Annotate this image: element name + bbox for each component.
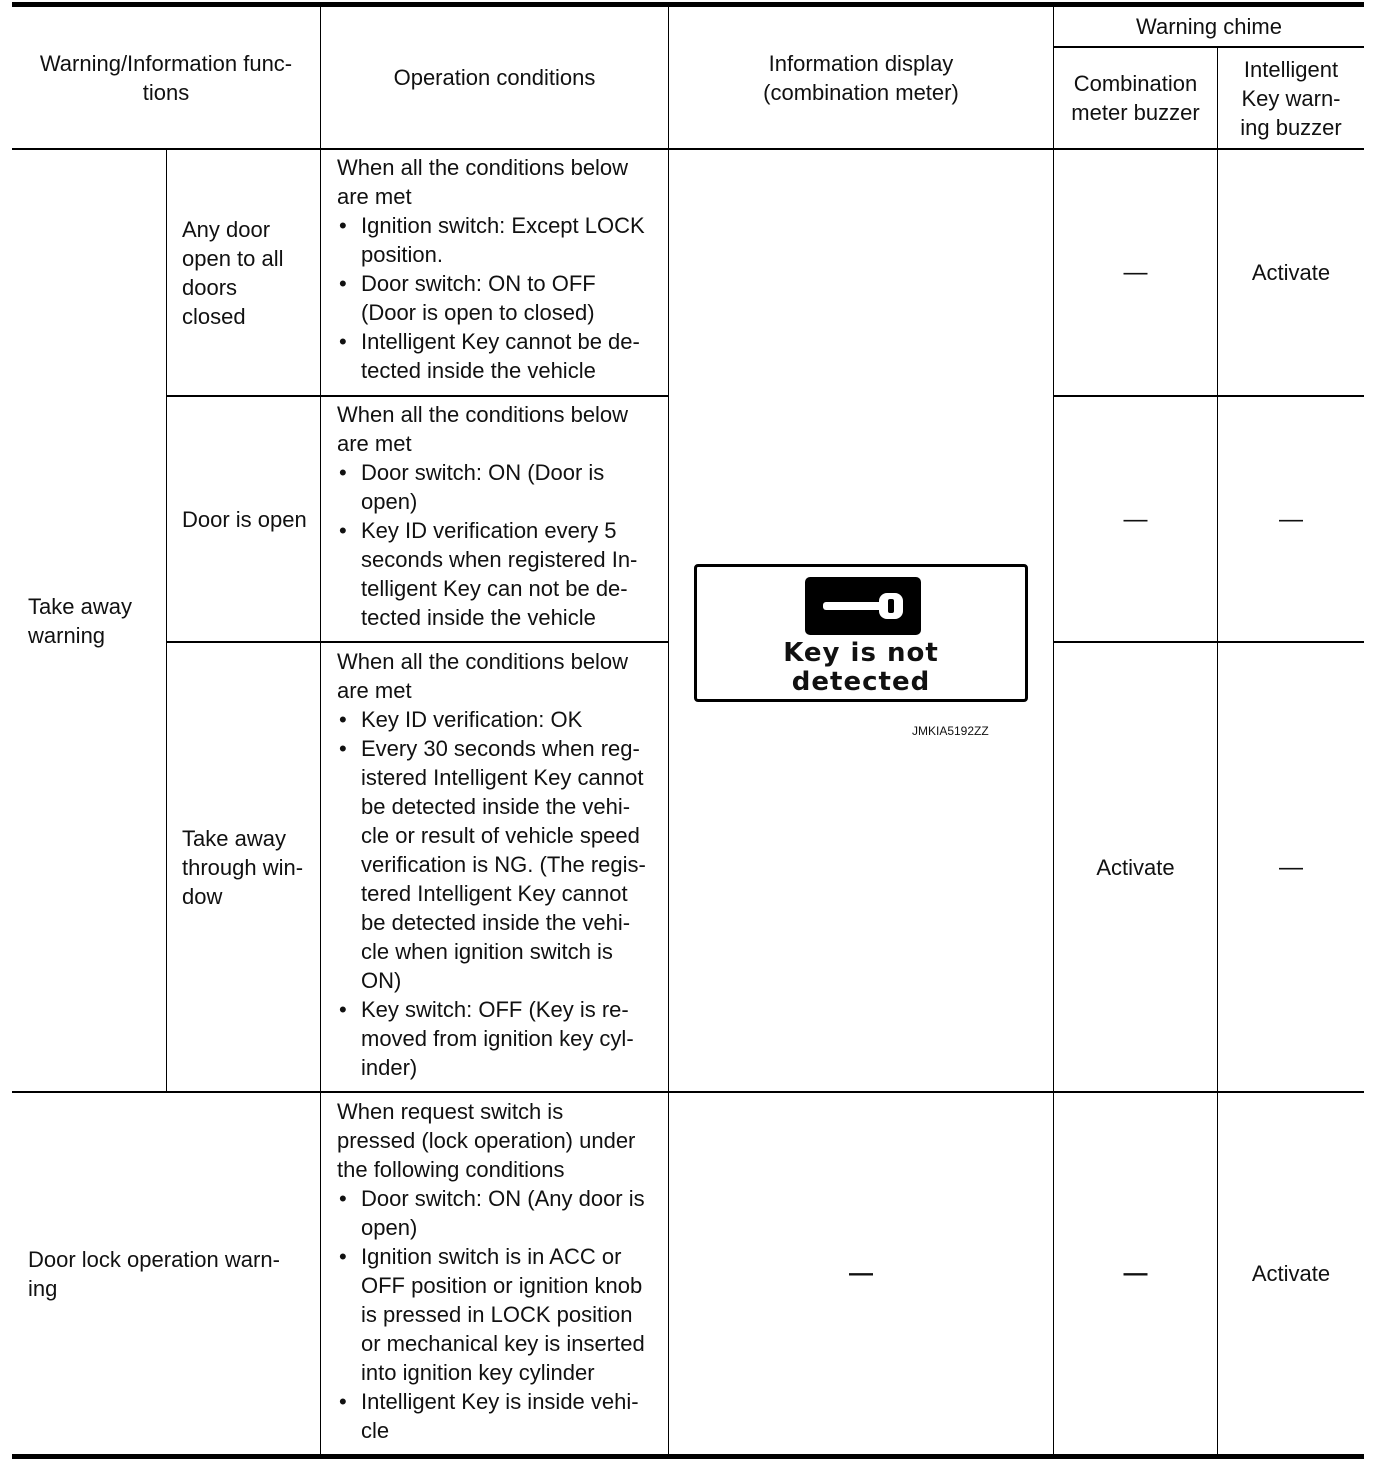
condition-item: • Door switch: ON (Door is open) [337,458,662,516]
key-buzzer-row1: Activate [1251,260,1331,285]
conditions-lead: When all the conditions below are met [337,402,629,456]
door-lock-information-display: — [849,1260,873,1287]
condition-item: • Intelligent Key is inside vehi- cle [337,1387,662,1445]
key-buzzer-door-lock: Activate [1251,1261,1331,1286]
key-not-detected-message: Key is not detected [783,638,939,697]
key-buzzer-row3: — [1279,853,1303,881]
condition-item: • Door switch: ON to OFF (Door is open to closed) [337,269,662,327]
header-warning-functions: Warning/Information func- tions [39,50,293,105]
warning-function-table [12,2,1364,1462]
subfunction-take-away-through-window: Take away through win- dow [182,825,304,909]
condition-item: • Key ID verification every 5 seconds when registered In- telligent Key can not be de- tected inside the vehicle [337,516,662,632]
header-combination-meter-buzzer: Combination meter buzzer [1071,71,1200,125]
conditions-lead: When all the conditions below are met [337,155,629,209]
conditions-lead: When all the conditions below are met [337,649,629,703]
conditions-door-lock [337,1097,668,1445]
combination-buzzer-row3: Activate [1096,854,1175,880]
condition-item: • Ignition switch is in ACC or OFF position or ignition knob is pressed in LOCK position or mechanical key is inserted into ignition key cylinder [337,1242,662,1387]
key-buzzer-row2: — [1279,505,1303,533]
condition-item: • Ignition switch: Except LOCK position. [337,211,662,269]
condition-item: • Every 30 seconds when reg- istered Intelligent Key cannot be detected inside the vehi- cle or result of vehicle speed verification is NG. (The regis- tered Intelligent Key cannot be detected inside the vehi- cle when ignition switch is ON) [337,734,662,995]
key-icon [805,577,921,635]
take-away-warning-label: Take away warning [28,593,132,648]
table-bottom-border [12,1454,1364,1459]
header-intelligent-key-buzzer: Intelligent Key warn- ing buzzer [1240,56,1342,140]
subfunction-door-is-open: Door is open [182,506,307,532]
header-operation-conditions: Operation conditions [393,65,596,90]
condition-item: • Intelligent Key cannot be de- tected inside the vehicle [337,327,662,385]
conditions-any-door-open [337,153,668,385]
condition-item: • Key switch: OFF (Key is re- moved from ignition key cyl- inder) [337,995,662,1082]
combination-buzzer-row2: — [1123,505,1148,533]
door-lock-warning-label: Door lock operation warn- ing [28,1246,280,1301]
key-not-detected-display [694,564,1028,702]
conditions-door-is-open [337,400,668,632]
subfunction-any-door-open: Any door open to all doors closed [182,216,284,329]
col-divider-conditions [320,6,321,1454]
condition-item: • Key ID verification: OK [337,705,662,734]
conditions-take-away-through-window [337,647,668,1082]
col-divider-subfunction [166,149,167,1092]
condition-item: • Door switch: ON (Any door is open) [337,1184,662,1242]
combination-buzzer-row1: — [1123,259,1148,286]
figure-id: JMKIA5192ZZ [912,724,989,738]
header-information-display: Information display (combination meter) [763,50,959,105]
combination-buzzer-door-lock: — [1123,1260,1148,1287]
header-warning-chime: Warning chime [1136,13,1282,39]
conditions-lead: When request switch is pressed (lock operation) under the following conditions [337,1099,636,1182]
